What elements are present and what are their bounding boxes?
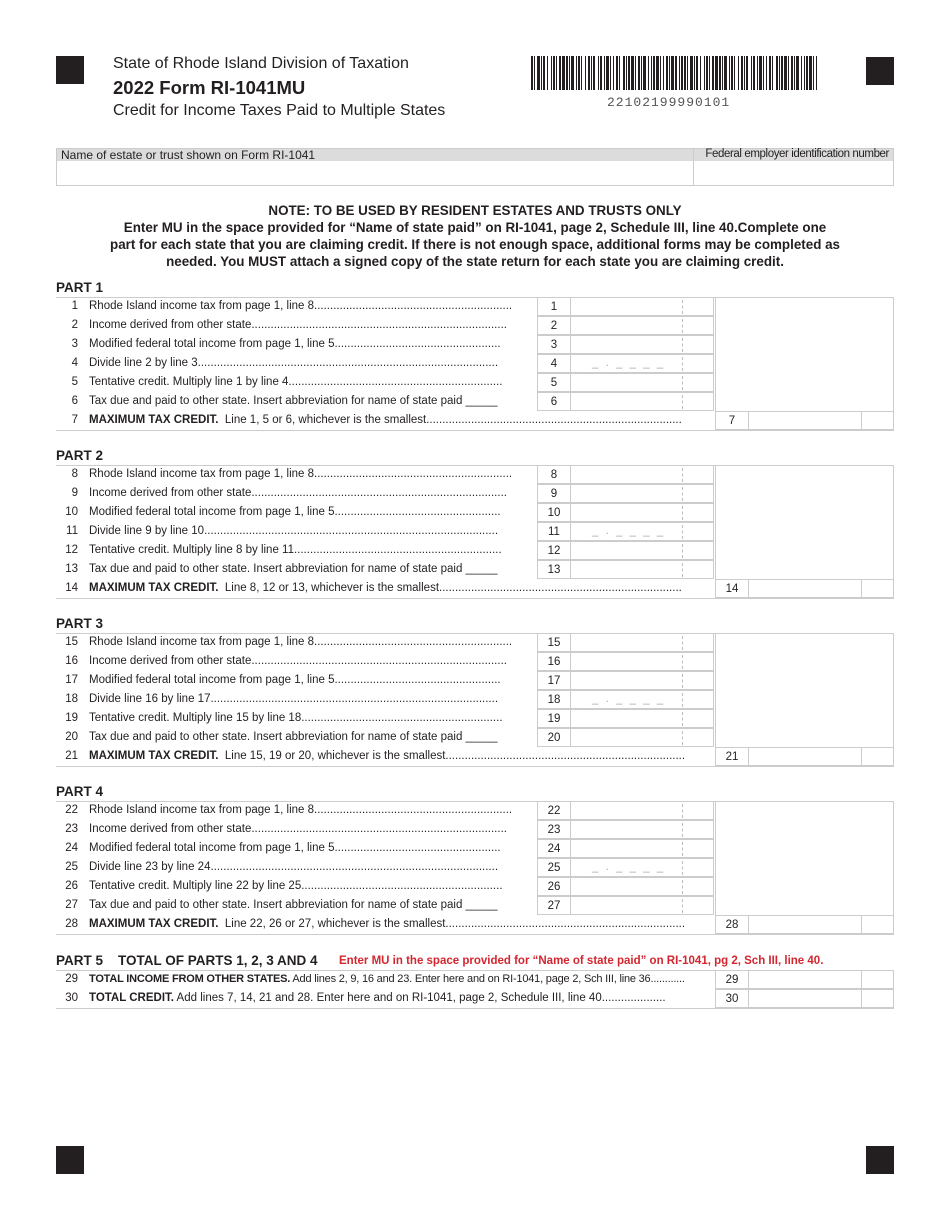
barcode-bar (757, 56, 758, 90)
line-8-amount-field[interactable] (571, 465, 714, 484)
barcode-bar (784, 56, 787, 90)
line-description: Tentative credit. Multiply line 22 by line 25............................................................... (89, 880, 503, 892)
line-27-amount-field[interactable] (571, 896, 714, 915)
line-description: Modified federal total income from page 1, line 5.................................................... (89, 338, 501, 350)
line-30-amount-field[interactable] (749, 989, 894, 1008)
barcode-bar (781, 56, 783, 90)
barcode-bar (631, 56, 634, 90)
line-18-row (56, 690, 894, 709)
barcode-bar (715, 56, 718, 90)
part-3-title: PART 3 (56, 616, 104, 631)
line-number: 1 (71, 300, 78, 312)
line-number: 13 (65, 563, 78, 575)
barcode-bar (531, 56, 533, 90)
line-box: 2 (537, 316, 571, 335)
barcode (531, 56, 817, 90)
barcode-bar (759, 56, 762, 90)
line-26-amount-field[interactable] (571, 877, 714, 896)
line-number: 22 (65, 804, 78, 816)
form-title: 2022 Form RI-1041MU (113, 77, 306, 98)
line-description: Rhode Island income tax from page 1, line 8.............................................................. (89, 804, 513, 816)
line-25-row (56, 858, 894, 877)
line-15-amount-field[interactable] (571, 633, 714, 652)
ratio-placeholder: _ . _ _ _ _ (592, 693, 666, 705)
barcode-bar (604, 56, 605, 90)
line-box: 26 (537, 877, 571, 896)
line-description (89, 414, 714, 426)
registration-mark-top-right (866, 57, 894, 85)
line-heading: TOTAL CREDIT. (89, 992, 174, 1004)
barcode-bar (660, 56, 661, 90)
barcode-bar (556, 56, 557, 90)
barcode-bar (788, 56, 789, 90)
line-number: 27 (65, 899, 78, 911)
estate-name-field[interactable] (57, 161, 693, 186)
line-box: 5 (537, 373, 571, 392)
line-description: Rhode Island income tax from page 1, line 8.............................................................. (89, 300, 513, 312)
barcode-bar (794, 56, 795, 90)
note-line-3: part for each state that you are claiming credit. If there is not enough space, additional forms may be completed as (110, 237, 840, 252)
line-26-row (56, 877, 894, 896)
line-heading: MAXIMUM TAX CREDIT. (89, 582, 219, 594)
barcode-bar (547, 56, 548, 90)
divider (56, 598, 894, 599)
line-description: Income derived from other state................................................................................ (89, 655, 507, 667)
barcode-bar (588, 56, 590, 90)
line-number: 2 (71, 319, 78, 331)
line-number: 7 (71, 414, 78, 426)
line-30-row (56, 989, 894, 1008)
line-number: 11 (66, 525, 78, 537)
line-text: Line 8, 12 or 13, whichever is the smallest............................................................................ (224, 582, 682, 594)
barcode-bar (722, 56, 723, 90)
line-number: 23 (65, 823, 78, 835)
line-box: 28 (715, 915, 749, 934)
line-description: Modified federal total income from page 1, line 5.................................................... (89, 842, 501, 854)
line-number: 15 (65, 636, 78, 648)
barcode-bar (598, 56, 599, 90)
barcode-bar (571, 56, 574, 90)
barcode-bar (679, 56, 680, 90)
line-23-row (56, 820, 894, 839)
line-number: 28 (65, 918, 78, 930)
line-number: 16 (65, 655, 78, 667)
part-5-title: PART 5 TOTAL OF PARTS 1, 2, 3 AND 4 (56, 953, 318, 968)
barcode-bar (591, 56, 592, 90)
barcode-bar (638, 56, 640, 90)
line-number: 9 (71, 487, 78, 499)
line-16-amount-field[interactable] (571, 652, 714, 671)
part-5-note: Enter MU in the space provided for “Name of state paid” on RI-1041, pg 2, Sch III, line 40. (339, 955, 824, 967)
barcode-bar (796, 56, 799, 90)
line-number: 24 (65, 842, 78, 854)
barcode-bar (690, 56, 693, 90)
line-description: Tentative credit. Multiply line 15 by line 18............................................................... (89, 712, 503, 724)
line-text: Line 1, 5 or 6, whichever is the smallest................................................................................ (224, 414, 682, 426)
line-box: 12 (537, 541, 571, 560)
line-box: 9 (537, 484, 571, 503)
line-9-row (56, 484, 894, 503)
registration-mark-bottom-left (56, 1146, 84, 1174)
line-2-amount-field[interactable] (571, 316, 714, 335)
line-description: Rhode Island income tax from page 1, line 8.............................................................. (89, 468, 513, 480)
line-box: 13 (537, 560, 571, 579)
fein-field[interactable] (694, 161, 894, 186)
line-3-row (56, 335, 894, 354)
line-box: 14 (715, 579, 749, 598)
line-box: 27 (537, 896, 571, 915)
line-heading: TOTAL INCOME FROM OTHER STATES. (89, 973, 291, 985)
line-17-amount-field[interactable] (571, 671, 714, 690)
line-12-amount-field[interactable] (571, 541, 714, 560)
note-line-2: Enter MU in the space provided for “Name of state paid” on RI-1041, page 2, Schedule III, line 40.Complete one (123, 220, 827, 235)
barcode-bar (734, 56, 735, 90)
barcode-bar (562, 56, 565, 90)
barcode-bar (559, 56, 561, 90)
line-box: 30 (715, 989, 749, 1008)
line-description: Income derived from other state................................................................................ (89, 823, 507, 835)
barcode-bar (741, 56, 743, 90)
line-19-row (56, 709, 894, 728)
barcode-bar (700, 56, 701, 90)
divider (56, 430, 894, 431)
line-number: 5 (71, 376, 78, 388)
line-description: Divide line 2 by line 3.............................................................................................. (89, 357, 499, 369)
divider (56, 766, 894, 767)
divider (56, 934, 894, 935)
barcode-bar (687, 56, 688, 90)
barcode-bar (619, 56, 620, 90)
barcode-bar (578, 56, 580, 90)
line-description (89, 992, 714, 1004)
barcode-bar (729, 56, 730, 90)
barcode-bar (744, 56, 745, 90)
line-description: Income derived from other state................................................................................ (89, 487, 507, 499)
barcode-bar (585, 56, 586, 90)
line-7-row (56, 411, 894, 430)
barcode-bar (543, 56, 545, 90)
line-15-row (56, 633, 894, 652)
line-description: Tax due and paid to other state. Insert abbreviation for name of state paid _____ (89, 563, 498, 575)
barcode-bar (751, 56, 752, 90)
line-number: 10 (65, 506, 78, 518)
line-10-amount-field[interactable] (571, 503, 714, 522)
line-number: 20 (65, 731, 78, 743)
line-28-row (56, 915, 894, 934)
line-27-row (56, 896, 894, 915)
line-5-row (56, 373, 894, 392)
line-box: 23 (537, 820, 571, 839)
line-description (89, 918, 714, 930)
barcode-bar (623, 56, 625, 90)
line-description: Rhode Island income tax from page 1, line 8.............................................................. (89, 636, 513, 648)
line-box: 25 (537, 858, 571, 877)
barcode-bar (706, 56, 708, 90)
line-description: Tax due and paid to other state. Insert abbreviation for name of state paid _____ (89, 731, 498, 743)
barcode-bar (671, 56, 674, 90)
barcode-bar (791, 56, 793, 90)
line-21-row (56, 747, 894, 766)
barcode-bar (566, 56, 568, 90)
agency-name: State of Rhode Island Division of Taxation (113, 55, 409, 72)
line-19-amount-field[interactable] (571, 709, 714, 728)
line-7-amount-field[interactable] (749, 411, 894, 430)
line-box: 1 (537, 297, 571, 316)
line-22-row (56, 801, 894, 820)
line-16-row (56, 652, 894, 671)
barcode-bar (541, 56, 542, 90)
line-number: 8 (71, 468, 78, 480)
line-20-amount-field[interactable] (571, 728, 714, 747)
barcode-bar (669, 56, 670, 90)
line-text: Add lines 2, 9, 16 and 23. Enter here and on RI-1041, page 2, Sch III, line 36............ (292, 973, 685, 985)
barcode-bar (724, 56, 727, 90)
line-14-amount-field[interactable] (749, 579, 894, 598)
note-line-4: needed. You MUST attach a signed copy of the state return for each state you are claiming credit. (166, 254, 784, 269)
barcode-bar (616, 56, 618, 90)
barcode-bar (626, 56, 627, 90)
barcode-bar (600, 56, 602, 90)
line-13-amount-field[interactable] (571, 560, 714, 579)
line-number: 6 (71, 395, 78, 407)
line-number: 4 (71, 357, 78, 369)
line-description: Divide line 16 by line 17.......................................................................................... (89, 693, 499, 705)
line-number: 29 (65, 973, 78, 985)
line-28-amount-field[interactable] (749, 915, 894, 934)
line-description: Divide line 23 by line 24.......................................................................................... (89, 861, 499, 873)
barcode-bar (593, 56, 595, 90)
line-8-row (56, 465, 894, 484)
barcode-bar (763, 56, 764, 90)
line-description: Tax due and paid to other state. Insert abbreviation for name of state paid _____ (89, 395, 498, 407)
line-description: Divide line 9 by line 10............................................................................................ (89, 525, 499, 537)
barcode-bar (804, 56, 805, 90)
line-box: 22 (537, 801, 571, 820)
line-13-row (56, 560, 894, 579)
barcode-bar (779, 56, 780, 90)
barcode-bar (537, 56, 540, 90)
line-20-row (56, 728, 894, 747)
line-24-amount-field[interactable] (571, 839, 714, 858)
note-line-1: NOTE: TO BE USED BY RESIDENT ESTATES AND TRUSTS ONLY (268, 203, 682, 218)
line-24-row (56, 839, 894, 858)
line-number: 19 (65, 712, 78, 724)
barcode-number: 22102199990101 (607, 95, 731, 110)
line-number: 17 (65, 674, 78, 686)
barcode-bar (704, 56, 705, 90)
line-heading: MAXIMUM TAX CREDIT. (89, 414, 219, 426)
ratio-placeholder: _ . _ _ _ _ (592, 861, 666, 873)
fein-label: Federal employer identification number (705, 148, 889, 160)
line-number: 26 (65, 880, 78, 892)
line-heading: MAXIMUM TAX CREDIT. (89, 750, 219, 762)
line-description (89, 973, 714, 985)
line-number: 25 (65, 861, 78, 873)
barcode-bar (731, 56, 733, 90)
line-heading: MAXIMUM TAX CREDIT. (89, 918, 219, 930)
registration-mark-bottom-right (866, 1146, 894, 1174)
barcode-bar (696, 56, 698, 90)
barcode-bar (776, 56, 778, 90)
barcode-bar (581, 56, 582, 90)
barcode-bar (746, 56, 748, 90)
line-box: 21 (715, 747, 749, 766)
barcode-bar (684, 56, 686, 90)
line-number: 30 (65, 992, 78, 1004)
line-box: 8 (537, 465, 571, 484)
line-number: 21 (65, 750, 78, 762)
barcode-bar (613, 56, 614, 90)
line-box: 16 (537, 652, 571, 671)
line-box: 24 (537, 839, 571, 858)
line-1-row (56, 297, 894, 316)
part-4-title: PART 4 (56, 784, 104, 799)
name-fein-box (56, 148, 894, 186)
estate-name-label: Name of estate or trust shown on Form RI-1041 (61, 148, 316, 162)
line-description (89, 750, 714, 762)
line-description: Tax due and paid to other state. Insert abbreviation for name of state paid _____ (89, 899, 498, 911)
line-description: Tentative credit. Multiply line 8 by line 11................................................................. (89, 544, 502, 556)
line-box: 19 (537, 709, 571, 728)
line-9-amount-field[interactable] (571, 484, 714, 503)
line-number: 18 (65, 693, 78, 705)
line-description: Modified federal total income from page 1, line 5.................................................... (89, 506, 501, 518)
line-text: Line 22, 26 or 27, whichever is the smallest........................................................................... (224, 918, 686, 930)
divider (56, 1008, 894, 1009)
line-5-amount-field[interactable] (571, 373, 714, 392)
barcode-bar (643, 56, 646, 90)
barcode-bar (628, 56, 630, 90)
barcode-bar (694, 56, 695, 90)
line-21-amount-field[interactable] (749, 747, 894, 766)
line-29-amount-field[interactable] (749, 970, 894, 989)
line-3-amount-field[interactable] (571, 335, 714, 354)
line-box: 18 (537, 690, 571, 709)
line-box: 15 (537, 633, 571, 652)
instructions-note (56, 202, 894, 270)
line-box: 4 (537, 354, 571, 373)
barcode-bar (569, 56, 570, 90)
barcode-bar (801, 56, 802, 90)
line-6-row (56, 392, 894, 411)
part-2-title: PART 2 (56, 448, 104, 463)
barcode-bar (641, 56, 642, 90)
line-4-row (56, 354, 894, 373)
line-number: 3 (71, 338, 78, 350)
line-box: 6 (537, 392, 571, 411)
line-number: 12 (65, 544, 78, 556)
line-box: 29 (715, 970, 749, 989)
barcode-bar (816, 56, 817, 90)
form-subtitle: Credit for Income Taxes Paid to Multiple States (113, 102, 446, 119)
barcode-bar (648, 56, 649, 90)
barcode-bar (656, 56, 659, 90)
ratio-placeholder: _ . _ _ _ _ (592, 525, 666, 537)
barcode-bar (534, 56, 535, 90)
part-1-title: PART 1 (56, 280, 104, 295)
barcode-bar (712, 56, 714, 90)
barcode-bar (809, 56, 812, 90)
barcode-bar (675, 56, 677, 90)
barcode-bar (576, 56, 577, 90)
line-17-row (56, 671, 894, 690)
barcode-bar (681, 56, 683, 90)
registration-mark-top-left (56, 56, 84, 84)
line-description (89, 582, 714, 594)
line-box: 10 (537, 503, 571, 522)
line-2-row (56, 316, 894, 335)
ratio-placeholder: _ . _ _ _ _ (592, 357, 666, 369)
line-box: 7 (715, 411, 749, 430)
line-box: 17 (537, 671, 571, 690)
barcode-bar (551, 56, 552, 90)
barcode-bar (769, 56, 771, 90)
line-6-amount-field[interactable] (571, 392, 714, 411)
line-11-row (56, 522, 894, 541)
line-22-amount-field[interactable] (571, 801, 714, 820)
barcode-bar (635, 56, 636, 90)
line-description: Modified federal total income from page 1, line 5.................................................... (89, 674, 501, 686)
line-text: Line 15, 19 or 20, whichever is the smallest........................................................................... (224, 750, 686, 762)
line-box: 3 (537, 335, 571, 354)
barcode-bar (806, 56, 808, 90)
barcode-bar (666, 56, 668, 90)
barcode-bar (653, 56, 655, 90)
barcode-bar (766, 56, 767, 90)
barcode-bar (719, 56, 721, 90)
line-12-row (56, 541, 894, 560)
line-description: Tentative credit. Multiply line 1 by line 4................................................................... (89, 376, 503, 388)
barcode-bar (553, 56, 555, 90)
barcode-bar (753, 56, 755, 90)
barcode-bar (738, 56, 739, 90)
barcode-bar (606, 56, 609, 90)
line-box: 20 (537, 728, 571, 747)
line-10-row (56, 503, 894, 522)
line-14-row (56, 579, 894, 598)
barcode-bar (663, 56, 664, 90)
barcode-bar (813, 56, 814, 90)
barcode-bar (709, 56, 710, 90)
line-1-amount-field[interactable] (571, 297, 714, 316)
line-description: Income derived from other state................................................................................ (89, 319, 507, 331)
line-number: 14 (65, 582, 78, 594)
line-23-amount-field[interactable] (571, 820, 714, 839)
line-box: 11 (537, 522, 571, 541)
barcode-bar (772, 56, 773, 90)
line-text: Add lines 7, 14, 21 and 28. Enter here and on RI-1041, page 2, Schedule III, line 40.................... (176, 992, 666, 1004)
line-29-row (56, 970, 894, 989)
barcode-bar (651, 56, 652, 90)
barcode-bar (610, 56, 611, 90)
